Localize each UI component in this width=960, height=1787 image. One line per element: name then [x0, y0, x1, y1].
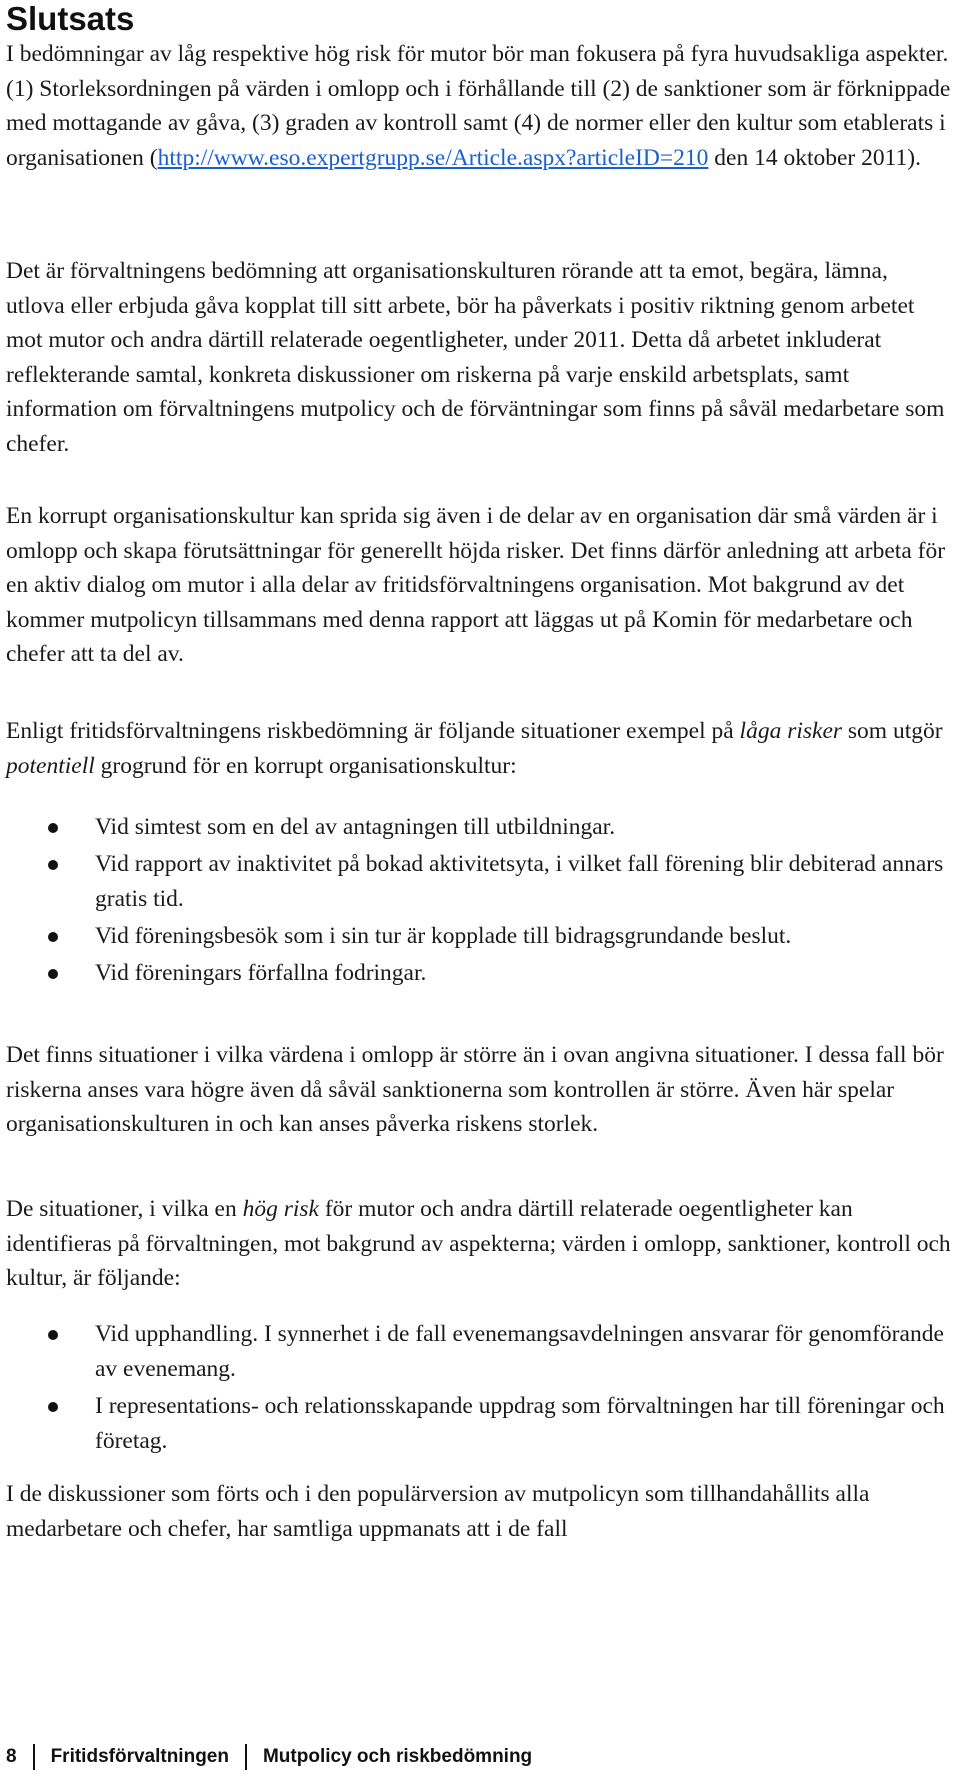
list-item-text: Vid simtest som en del av antagningen till utbildningar. — [95, 814, 616, 840]
footer-divider — [33, 1744, 35, 1770]
high-risk-list — [0, 1317, 950, 1461]
paragraph-intro-tail: den 14 oktober 2011). — [708, 144, 921, 171]
high-risk-intro-text: De situationer, i vilka en — [6, 1196, 243, 1222]
list-item-text: Vid föreningsbesök som i sin tur är kopplade till bidragsgrundande beslut. — [95, 923, 792, 949]
high-risk-emphasis: hög risk — [242, 1196, 319, 1222]
list-item-text: Vid rapport av inaktivitet på bokad aktivitetsyta, i vilket fall förening blir debiterad annars gratis tid. — [95, 851, 944, 912]
paragraph-higher-values: Det finns situationer i vilka värdena i omlopp är större än i ovan angivna situationer. I dessa fall bör riskerna anses vara högre även då såväl sanktionerna som kontrollen är större. Även här spelar organisationskulturen in och kan anses påverka riskens storlek. — [6, 1042, 944, 1137]
potential-emphasis: potentiell — [6, 752, 95, 779]
eso-link[interactable]: http://www.eso.expertgrupp.se/Article.aspx?articleID=210 — [157, 144, 709, 171]
page-footer — [6, 1742, 532, 1772]
list-item — [0, 847, 950, 917]
paragraph-corrupt-culture: En korrupt organisationskultur kan sprida sig även i de delar av en organisation där små värden är i omlopp och skapa förutsättningar för generellt höjda risker. Det finns därför anledning att arbeta för en aktiv dialog om mutor i alla delar av fritidsförvaltningens organisation. Mot bakgrund av det kommer mutpolicyn tillsammans med denna rapport att läggas ut på Komin för medarbetare och chefer att ta del av. — [6, 503, 946, 667]
low-risk-list — [0, 810, 950, 993]
page-number: 8 — [6, 1746, 17, 1767]
list-item — [0, 956, 950, 991]
footer-org: Fritidsförvaltningen — [50, 1746, 229, 1767]
bullet-icon — [48, 969, 58, 979]
list-item-text: I representations- och relationsskapande uppdrag som förvaltningen har till föreningar och företag. — [95, 1393, 945, 1454]
bullet-icon — [48, 1330, 58, 1340]
paragraph-intro-text: I bedömningar av låg respektive hög risk för mutor bör man fokusera på fyra huvudsakliga aspekter. (1) Storleksordningen på värden i omlopp och i förhållande till (2) de sanktioner som är förknippade med mottagande av gåva, (3) graden av kontroll samt (4) de normer eller den kultur som etablerats i organisationen ( — [6, 41, 951, 171]
footer-doc-title: Mutpolicy och riskbedömning — [262, 1746, 533, 1767]
list-item — [0, 1389, 950, 1459]
list-item — [0, 810, 950, 845]
low-risk-intro-end: grogrund för en korrupt organisationskultur: — [94, 752, 517, 779]
high-risk-intro-end: för mutor och andra därtill relaterade oegentligheter kan identifieras på förvaltningen, mot bakgrund av aspekterna; värden i omlopp, sanktioner, kontroll och kultur, är följande: — [6, 1196, 951, 1291]
list-item-text: Vid föreningars förfallna fodringar. — [95, 960, 427, 986]
low-risk-intro-mid: som utgör — [842, 718, 943, 744]
paragraph-low-risk-intro — [6, 714, 951, 783]
paragraph-discussions: I de diskussioner som förts och i den populärversion av mutpolicyn som tillhandahållits alla medarbetare och chefer, har samtliga uppmanats att i de fall — [6, 1481, 870, 1542]
bullet-icon — [48, 1402, 58, 1412]
low-risk-emphasis: låga risker — [739, 718, 843, 744]
list-item-text: Vid upphandling. I synnerhet i de fall evenemangsavdelningen ansvarar för genomförande av evenemang. — [95, 1321, 944, 1382]
bullet-icon — [48, 860, 58, 870]
bullet-icon — [48, 932, 58, 942]
paragraph-intro — [6, 37, 951, 175]
low-risk-intro-text: Enligt fritidsförvaltningens riskbedömning är följande situationer exempel på — [6, 718, 740, 744]
paragraph-high-risk-intro — [6, 1192, 951, 1296]
bullet-icon — [48, 823, 58, 833]
footer-divider — [245, 1744, 247, 1770]
list-item — [0, 919, 950, 954]
paragraph-assessment: Det är förvaltningens bedömning att organisationskulturen rörande att ta emot, begära, lämna, utlova eller erbjuda gåva kopplat till sitt arbete, bör ha påverkats i positiv riktning genom arbetet mot mutor och andra därtill relaterade oegentligheter, under 2011. Detta då arbetet inkluderat reflekterande samtal, konkreta diskussioner om riskerna på varje enskild arbetsplats, samt information om förvaltningens mutpolicy och de förväntningar som finns på såväl medarbetare som chefer. — [6, 258, 945, 457]
section-heading: Slutsats — [6, 0, 135, 37]
list-item — [0, 1317, 950, 1387]
